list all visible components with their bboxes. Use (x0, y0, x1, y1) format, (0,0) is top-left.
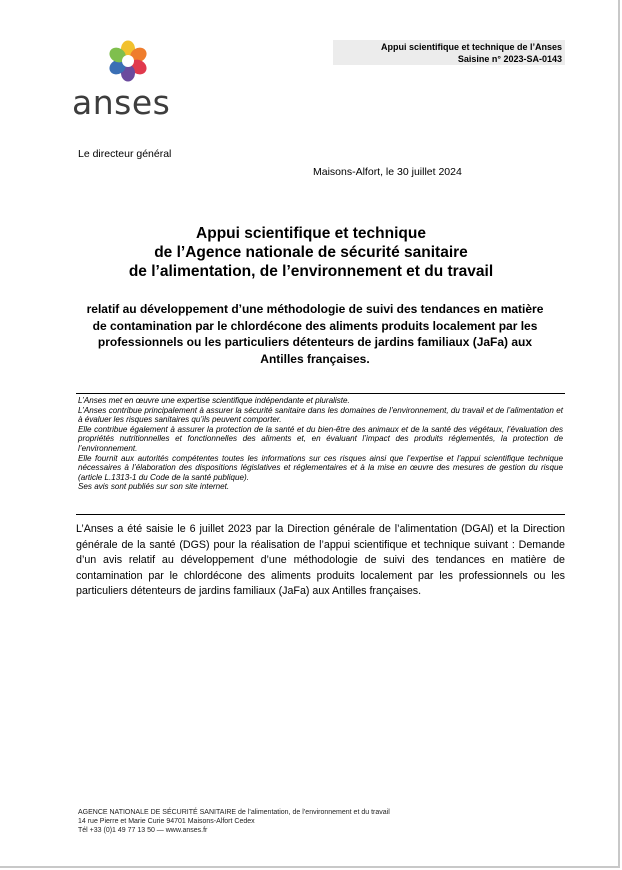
subtitle-line: professionnels ou les particuliers détenteurs de jardins familiaux (JaFa) aux (97, 335, 533, 350)
reference-box (333, 40, 565, 65)
logo-flower-icon (72, 40, 184, 86)
mission-line: Elle contribue également à assurer la protection de la santé et du bien-être des animaux et de la santé des végétaux, l’évaluation des propriétés nutritionnelles et fonctionnelles des aliments et, en évaluant l’impact des produits réglementés, la protection de l’environnement. (78, 424, 563, 453)
title-line: Appui scientifique et technique (196, 225, 426, 242)
logo-center (122, 55, 134, 67)
body-paragraph: L’Anses a été saisie le 6 juillet 2023 par la Direction générale de l’alimentation (DGAl) et la Direction générale de la santé (DGS) pour la réalisation de l’appui scientifique et technique suivant : Demande d’un avis relatif au développement d’une méthodologie de suivi des tendances en matière de contamination par le chlordécone des aliments produits localement par les professionnels ou les particuliers détenteurs de jardins familiaux (JaFa) aux Antilles françaises. (76, 523, 565, 598)
footer-contact: Tél +33 (0)1 49 77 13 50 — www.anses.fr (78, 827, 208, 835)
mission-line: L’Anses contribue principalement à assurer la sécurité sanitaire dans les domaines de l’environnement, du travail et de l’alimentation et à évaluer les risques sanitaires qu’ils peuvent comporter. (78, 405, 563, 425)
subtitle-line: Antilles françaises. (260, 351, 370, 366)
reference-title: Appui scientifique et technique de l’Anses (380, 42, 562, 52)
title-line: de l’alimentation, de l’environnement et du travail (128, 263, 494, 280)
mission-statement (78, 396, 563, 492)
document-title (70, 224, 552, 281)
title-line: de l’Agence nationale de sécurité sanitaire (154, 244, 468, 261)
reference-number: Saisine n° 2023-SA-0143 (457, 54, 562, 64)
footer-address: 14 rue Pierre et Marie Curie 94701 Maisons-Alfort Cedex (78, 818, 255, 826)
director-label: Le directeur général (78, 148, 172, 160)
mission-line: L’Anses met en œuvre une expertise scientifique indépendante et pluraliste. (78, 396, 350, 405)
divider-top (76, 393, 565, 394)
subtitle-line: relatif au développement d’une méthodologie de suivi des tendances en matière (86, 302, 544, 316)
document-subtitle (82, 301, 548, 367)
footer (78, 808, 390, 836)
divider-bottom (76, 514, 565, 515)
footer-agency: AGENCE NATIONALE DE SÉCURITÉ SANITAIRE de l’alimentation, de l’environnement et du travail (78, 809, 390, 816)
logo-text: anses (72, 83, 171, 122)
place-date: Maisons-Alfort, le 30 juillet 2024 (313, 166, 462, 178)
mission-line: Elle fournit aux autorités compétentes toutes les informations sur ces risques ainsi que l’expertise et l’appui scientifique technique nécessaires à l’élaboration des dispositions législatives et réglementaires et à la mise en œuvre des mesures de gestion du risque (article L.1313-1 du Code de la santé publique). (78, 453, 563, 482)
anses-logo (72, 40, 184, 120)
subtitle-line: de contamination par le chlordécone des aliments produits localement par les (92, 318, 538, 333)
mission-line: Ses avis sont publiés sur son site internet. (78, 482, 230, 492)
